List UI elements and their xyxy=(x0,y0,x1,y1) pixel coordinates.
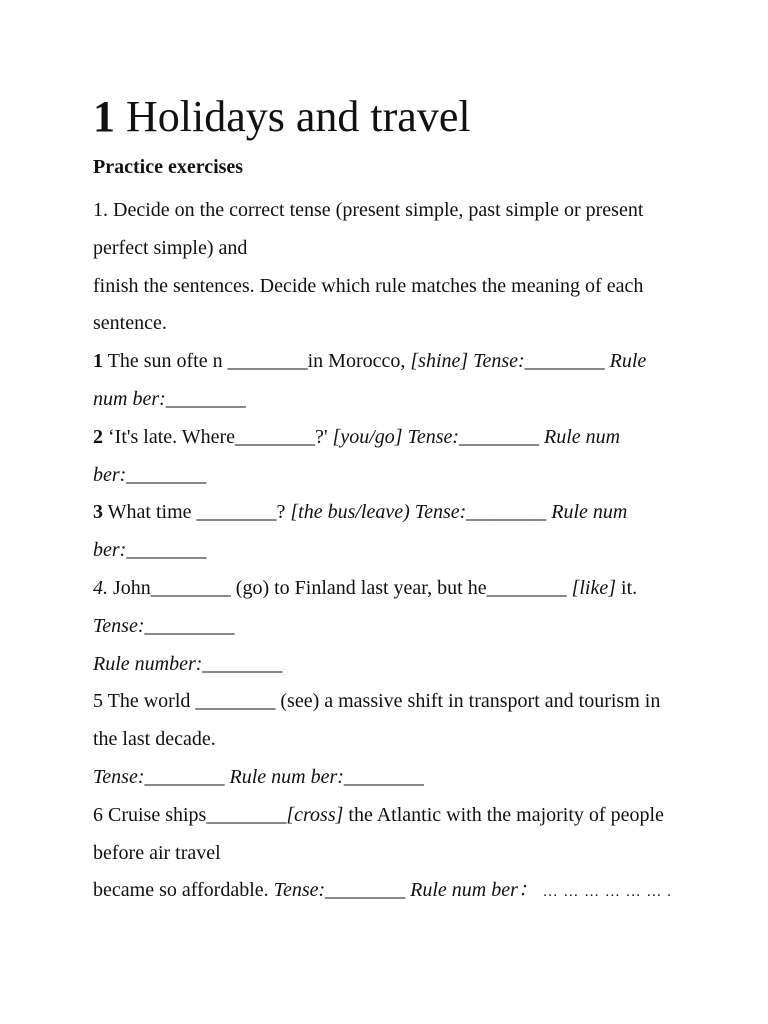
item-text: John________ (go) to Finland last year, but he________ xyxy=(108,576,572,599)
item-number: 1 xyxy=(93,350,103,373)
instruction-line: finish the sentences. Decide which rule matches the meaning of each xyxy=(93,274,644,297)
item-number: 3 xyxy=(93,501,103,524)
exercise-item-2 xyxy=(93,419,761,457)
section-subtitle: Practice exercises xyxy=(93,156,244,178)
item-hint: [like] xyxy=(571,576,617,599)
item-text: ‘It's late. Where________?' xyxy=(103,425,333,448)
exercise-item-4 xyxy=(93,570,761,608)
item-text: became so affordable. xyxy=(93,879,274,902)
item-text-line: the last decade. xyxy=(93,728,216,751)
item-hint-line: ber:________ xyxy=(93,539,207,562)
item-hint: [shine] Tense:________ Rule xyxy=(410,350,647,373)
title-text: Holidays and travel xyxy=(126,92,471,141)
item-hint-line: Rule number:________ xyxy=(93,652,283,675)
instruction-line: 1. Decide on the correct tense (present simple, past simple or present xyxy=(93,199,644,221)
document-page xyxy=(93,88,761,910)
exercise-item-1 xyxy=(93,343,761,381)
item-text: 6 Cruise ships________ xyxy=(93,803,287,826)
item-hint: [cross] xyxy=(286,803,344,826)
exercise-item-5: 5 The world ________ (see) a massive shift in transport and tourism in xyxy=(93,690,661,713)
item-dots: … … … … … … . xyxy=(537,884,672,901)
item-hint: Tense:________ Rule num ber： xyxy=(273,879,538,902)
instruction-line: sentence. xyxy=(93,312,167,335)
exercise-item-6 xyxy=(93,797,761,835)
item-tail: the Atlantic with the majority of people xyxy=(343,803,664,826)
item-text-line xyxy=(93,872,761,910)
item-hint-line: num ber:________ xyxy=(93,387,246,410)
item-hint-line: Tense:_________ xyxy=(93,614,235,637)
page-title xyxy=(93,88,761,146)
item-hint: [you/go] Tense:________ Rule num xyxy=(332,425,621,448)
item-text-line: before air travel xyxy=(93,841,221,864)
item-number: 4. xyxy=(93,576,108,599)
exercise-item-3 xyxy=(93,494,761,532)
item-hint-line: Tense:________ Rule num ber:________ xyxy=(93,765,424,788)
instruction-line: perfect simple) and xyxy=(93,236,248,259)
item-tail: it. xyxy=(616,576,638,599)
item-text: The sun ofte n ________in Morocco, xyxy=(103,350,411,373)
item-number: 2 xyxy=(93,425,103,448)
item-text: What time ________? xyxy=(103,501,291,524)
item-hint: [the bus/leave) Tense:________ Rule num xyxy=(290,501,628,524)
item-hint-line: ber:________ xyxy=(93,463,207,486)
title-number: 1 xyxy=(93,92,115,141)
